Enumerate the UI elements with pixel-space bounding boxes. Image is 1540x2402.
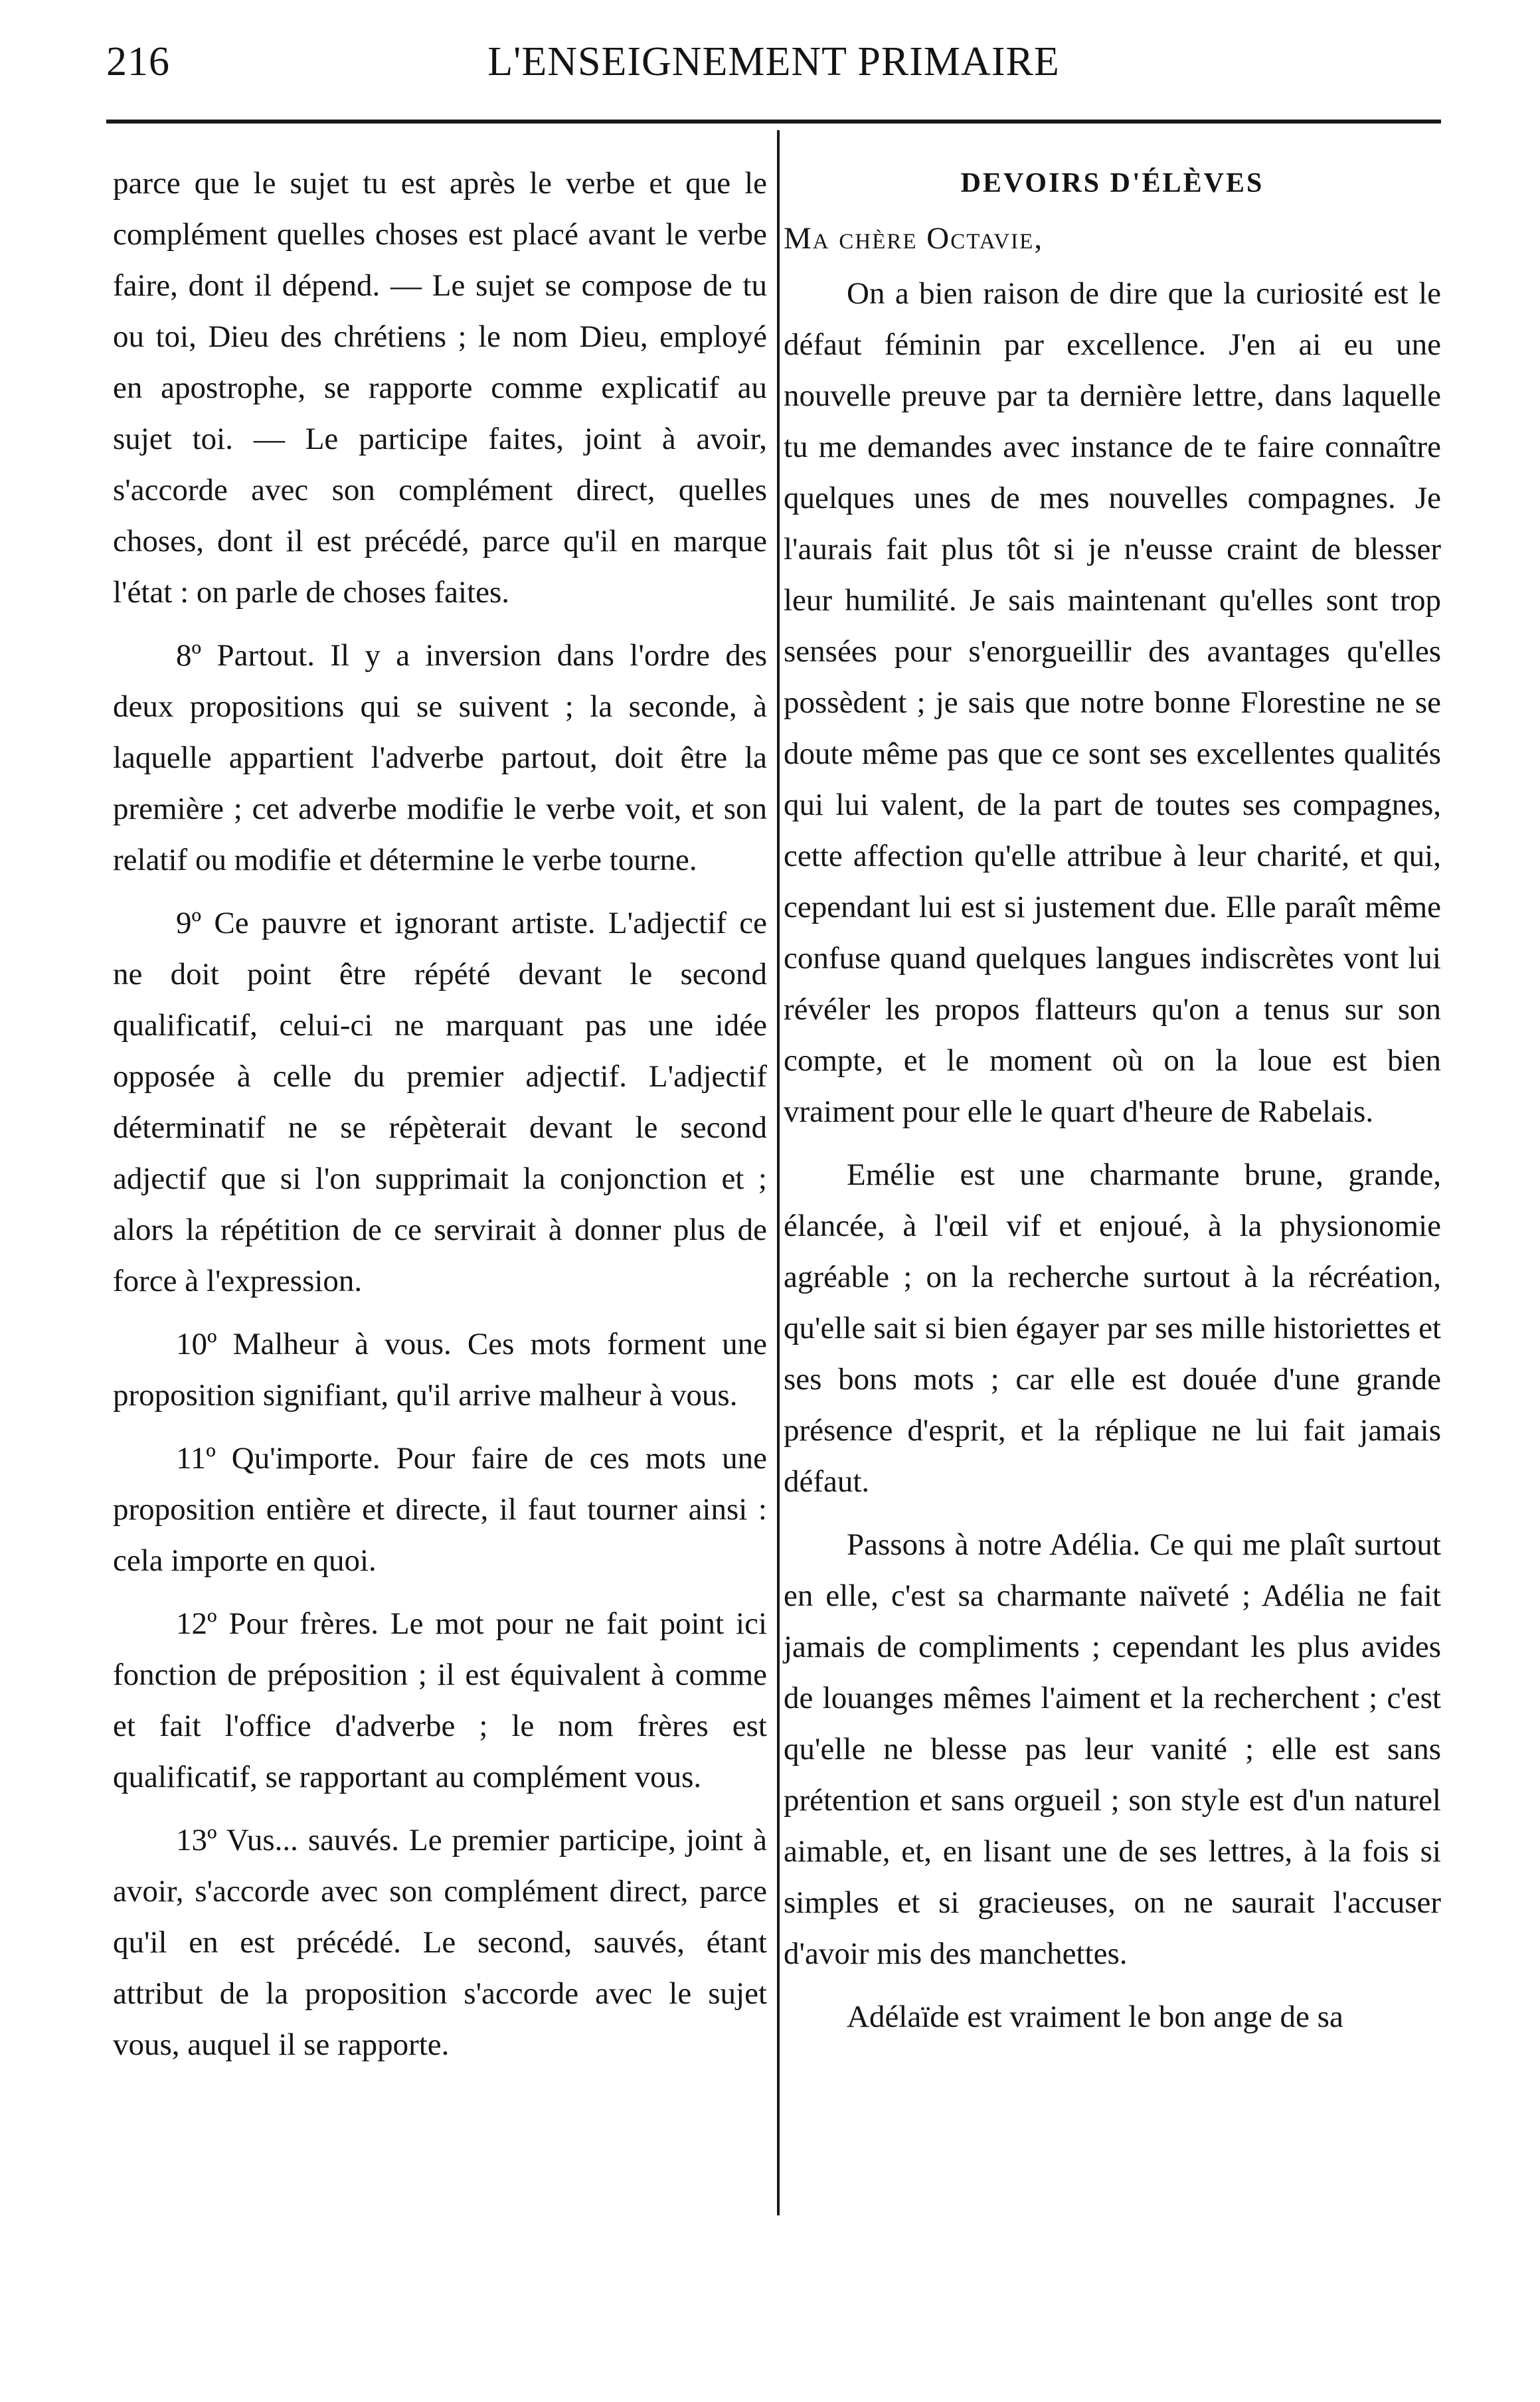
- paragraph: 13º Vus... sauvés. Le premier participe, joint à avoir, s'accorde avec son complément direct, parce qu'il en est précédé. Le second, sauvés, étant attribut de la proposition s'accorde avec le sujet vous, auquel il se rapporte.: [113, 1823, 767, 2062]
- paragraph: 10º Malheur à vous. Ces mots forment une proposition signifiant, qu'il arrive malheur à vous.: [113, 1327, 767, 1413]
- page-number: 216: [106, 39, 170, 84]
- paragraph: 12º Pour frères. Le mot pour ne fait point ici fonction de préposition ; il est équivalent à comme et fait l'office d'adverbe ; le nom frères est qualificatif, se rapportant au complément vous.: [113, 1606, 767, 1794]
- column-divider: [777, 130, 780, 2215]
- left-column: [113, 158, 767, 2083]
- right-column: [784, 158, 1441, 2055]
- letter-salutation: Ma chère Octavie,: [784, 221, 1044, 256]
- page-header: [106, 39, 1441, 92]
- paragraph: Passons à notre Adélia. Ce qui me plaît surtout en elle, c'est sa charmante naïveté ; Adélia ne fait jamais de compliments ; cependant les plus avides de louanges mêmes l'aiment et la recherchent ; c'est qu'elle ne blesse pas leur vanité ; elle est sans prétention et sans orgueil ; son style est d'un naturel aimable, et, en lisant une de ses lettres, à la fois si simples et si gracieuses, on ne saurait l'accuser d'avoir mis des manchettes.: [784, 1527, 1441, 1971]
- paragraph: 8º Partout. Il y a inversion dans l'ordre des deux propositions qui se suivent ; la seconde, à laquelle appartient l'adverbe partout, doit être la première ; cet adverbe modifie le verbe voit, et son relatif ou modifie et détermine le verbe tourne.: [113, 638, 767, 877]
- paragraph: 9º Ce pauvre et ignorant artiste. L'adjectif ce ne doit point être répété devant le second qualificatif, celui-ci ne marquant pas une idée opposée à celle du premier adjectif. L'adjectif déterminatif ne se répèterait devant le second adjectif que si l'on supprimait la conjonction et ; alors la répétition de ce servirait à donner plus de force à l'expression.: [113, 906, 767, 1298]
- header-rule: [106, 120, 1441, 124]
- running-title: L'ENSEIGNEMENT PRIMAIRE: [487, 39, 1060, 84]
- paragraph: On a bien raison de dire que la curiosité est le défaut féminin par excellence. J'en ai eu une nouvelle preuve par ta dernière lettre, dans laquelle tu me demandes avec instance de te faire connaître quelques unes de mes nouvelles compagnes. Je l'aurais fait plus tôt si je n'eusse craint de blesser leur humilité. Je sais maintenant qu'elles sont trop sensées pour s'enorgueillir des avantages qu'elles possèdent ; je sais que notre bonne Florestine ne se doute même pas que ce sont ses excellentes qualités qui lui valent, de la part de toutes ses compagnes, cette affection qu'elle attribue à leur charité, et qui, cependant lui est si justement due. Elle paraît même confuse quand quelques langues indiscrètes vont lui révéler les propos flatteurs qu'on a tenus sur son compte, et le moment où on la loue est bien vraiment pour elle le quart d'heure de Rabelais.: [784, 276, 1441, 1129]
- paragraph: parce que le sujet tu est après le verbe et que le complément quelles choses est placé avant le verbe faire, dont il dépend. — Le sujet se compose de tu ou toi, Dieu des chrétiens ; le nom Dieu, employé en apostrophe, se rapporte comme explicatif au sujet toi. — Le participe faites, joint à avoir, s'accorde avec son complément direct, quelles choses, dont il est précédé, parce qu'il en marque l'état : on parle de choses faites.: [113, 166, 767, 610]
- section-heading: DEVOIRS D'ÉLÈVES: [960, 168, 1264, 199]
- paragraph: Emélie est une charmante brune, grande, élancée, à l'œil vif et enjoué, à la physionomie agréable ; on la recherche surtout à la récréation, qu'elle sait si bien égayer par ses mille historiettes et ses bons mots ; car elle est douée d'une grande présence d'esprit, et la réplique ne lui fait jamais défaut.: [784, 1158, 1441, 1499]
- paragraph: Adélaïde est vraiment le bon ange de sa: [847, 2000, 1343, 2034]
- paragraph: 11º Qu'importe. Pour faire de ces mots une proposition entière et directe, il faut tourner ainsi : cela importe en quoi.: [113, 1441, 767, 1578]
